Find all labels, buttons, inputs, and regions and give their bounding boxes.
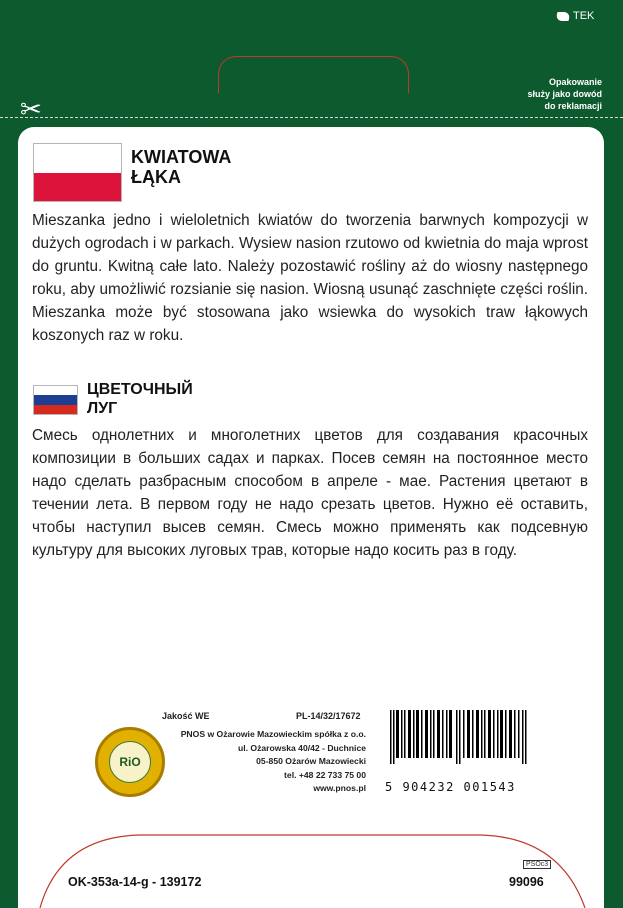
brand-logo bbox=[556, 10, 594, 22]
barcode bbox=[390, 710, 528, 764]
russian-title-line1: ЦВЕТОЧНЫЙ bbox=[87, 381, 193, 398]
complaint-note-line3: do reklamacji bbox=[544, 101, 602, 111]
russian-description: Смесь однолетних и многолетних цветов для создавания красочных композиции в больших садах и парках. Посев семян на постоянное место надо сделать разбрасным способом в апреле - мае. Растения цветают в течении лета. В первом году не надо срезать цветов. Нужно её оставить, чтобы наступил высев семян. Смесь можно применять как подсевную культуру для высоких луговых трав, которые надо косить раз в году. bbox=[32, 427, 588, 559]
complaint-note bbox=[490, 76, 602, 112]
cut-line bbox=[0, 117, 623, 118]
quality-label: Jakość WE bbox=[162, 711, 210, 721]
address-line1: PNOS w Ożarowie Mazowieckim spółka z o.o. bbox=[180, 729, 366, 739]
address-line3: 05-850 Ożarów Mazowiecki bbox=[256, 756, 366, 766]
polish-title-line2: ŁĄKA bbox=[131, 167, 181, 187]
hanger-hole-outline bbox=[218, 56, 409, 93]
product-number: 99096 bbox=[509, 875, 544, 889]
russian-title-line2: ЛУГ bbox=[87, 400, 118, 417]
polish-title-line1: KWIATOWA bbox=[131, 147, 232, 167]
barcode-number: 5 904232 001543 bbox=[385, 780, 516, 794]
seal-center: RiO bbox=[109, 741, 151, 783]
russian-title bbox=[87, 380, 193, 418]
polish-flag-icon bbox=[33, 143, 122, 202]
polish-title bbox=[131, 147, 231, 187]
certificate-number: PL-14/32/17672 bbox=[296, 711, 361, 721]
complaint-note-line2: służy jako dowód bbox=[527, 89, 602, 99]
address-line4: tel. +48 22 733 75 00 bbox=[284, 769, 366, 780]
leaf-icon bbox=[554, 12, 571, 21]
producer-address bbox=[136, 728, 366, 796]
brand-label: TEK bbox=[573, 10, 595, 22]
complaint-note-line1: Opakowanie bbox=[548, 77, 602, 87]
address-line2: ul. Ożarowska 40/42 - Duchnice bbox=[238, 742, 366, 753]
white-label-panel bbox=[18, 127, 604, 908]
address-line5: www.pnos.pl bbox=[313, 783, 366, 793]
product-code: OK-353a-14-g - 139172 bbox=[68, 875, 202, 889]
scissors-icon: ✂ bbox=[20, 94, 42, 124]
russian-flag-icon bbox=[33, 385, 78, 415]
polish-description: Mieszanka jedno i wieloletnich kwiatów do tworzenia barwnych kompozycji w dużych ogrodach i w parkach. Wysiew nasion rzutowo od kwietnia do maja wprost do gruntu. Kwitną całe lato. Należy pozostawić rośliny aż do wiosny następnego roku, aby umożliwić rozsianie się nasion. Wiosną usunąć zaschnięte części roślin. Mieszanka może być stosowana jako wsiewka do wysokich traw łąkowych koszonych raz w roku. bbox=[32, 212, 588, 344]
psoc-mark: PSOc3 bbox=[523, 860, 551, 869]
